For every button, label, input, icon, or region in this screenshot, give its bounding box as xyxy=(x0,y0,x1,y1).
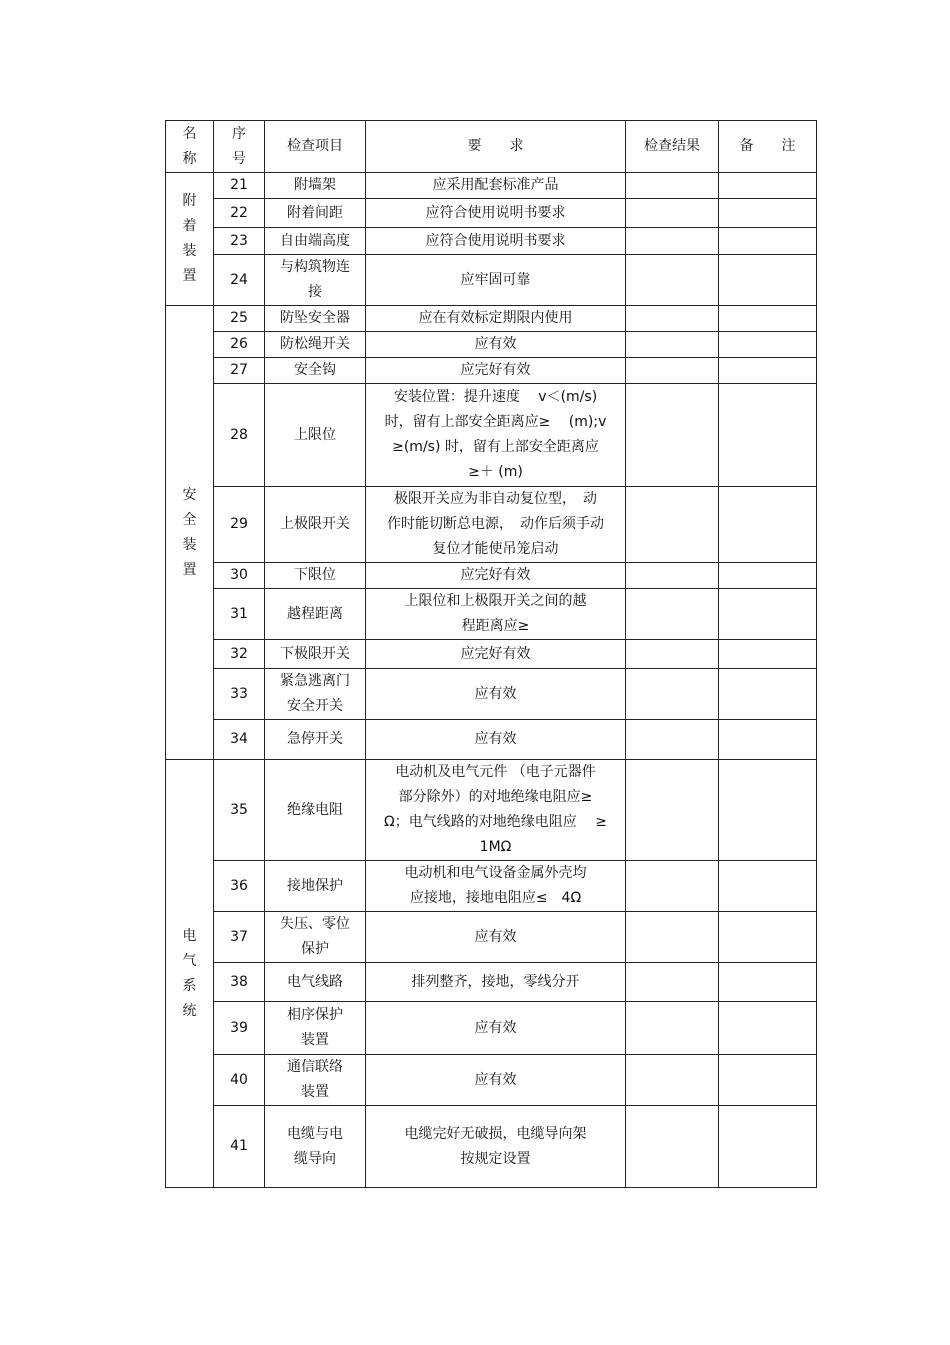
row-result-cell[interactable] xyxy=(626,1106,719,1188)
row-item: 上极限开关 xyxy=(265,487,366,563)
row-item: 自由端高度 xyxy=(265,228,366,255)
row-item: 绝缘电阻 xyxy=(265,760,366,861)
row-requirement: 电动机和电气设备金属外壳均 应接地，接地电阻应≤ 4Ω xyxy=(366,861,626,912)
row-no: 30 xyxy=(214,563,265,589)
row-requirement: 应采用配套标准产品 xyxy=(366,173,626,199)
row-requirement: 应符合使用说明书要求 xyxy=(366,228,626,255)
row-requirement: 应完好有效 xyxy=(366,640,626,669)
header-item: 检查项目 xyxy=(265,121,366,173)
row-item: 失压、零位 保护 xyxy=(265,912,366,963)
category-char: 置 xyxy=(182,268,197,284)
row-result-cell[interactable] xyxy=(626,669,719,720)
row-item: 与构筑物连 接 xyxy=(265,255,366,306)
row-remark-cell[interactable] xyxy=(719,228,817,255)
category-electric xyxy=(166,760,214,1188)
row-requirement: 应有效 xyxy=(366,720,626,760)
category-char: 附 xyxy=(182,193,197,209)
row-requirement: 极限开关应为非自动复位型， 动 作时能切断总电源， 动作后须手动 复位才能使吊笼启动 xyxy=(366,487,626,563)
row-item: 下限位 xyxy=(265,563,366,589)
table-row xyxy=(166,173,817,199)
row-no: 40 xyxy=(214,1055,265,1106)
table-row xyxy=(166,228,817,255)
row-result-cell[interactable] xyxy=(626,861,719,912)
header-name: 名 称 xyxy=(166,121,214,173)
row-no: 35 xyxy=(214,760,265,861)
table-row xyxy=(166,487,817,563)
row-remark-cell[interactable] xyxy=(719,861,817,912)
row-remark-cell[interactable] xyxy=(719,1106,817,1188)
row-item: 安全钩 xyxy=(265,358,366,384)
table-row xyxy=(166,563,817,589)
category-char: 装 xyxy=(182,243,197,259)
row-requirement: 应牢固可靠 xyxy=(366,255,626,306)
header-seq: 序 号 xyxy=(214,121,265,173)
row-item: 下极限开关 xyxy=(265,640,366,669)
row-requirement: 上限位和上极限开关之间的越 程距离应≥ xyxy=(366,589,626,640)
row-requirement: 应在有效标定期限内使用 xyxy=(366,306,626,332)
table-row xyxy=(166,255,817,306)
row-result-cell[interactable] xyxy=(626,1055,719,1106)
row-requirement: 排列整齐，接地，零线分开 xyxy=(366,963,626,1002)
row-remark-cell[interactable] xyxy=(719,306,817,332)
table-row xyxy=(166,1002,817,1055)
row-no: 34 xyxy=(214,720,265,760)
row-no: 36 xyxy=(214,861,265,912)
row-result-cell[interactable] xyxy=(626,228,719,255)
table-row xyxy=(166,332,817,358)
row-result-cell[interactable] xyxy=(626,358,719,384)
table-row xyxy=(166,358,817,384)
row-item: 防松绳开关 xyxy=(265,332,366,358)
row-remark-cell[interactable] xyxy=(719,669,817,720)
row-no: 37 xyxy=(214,912,265,963)
header-requirement: 要 求 xyxy=(366,121,626,173)
row-requirement: 电缆完好无破损，电缆导向架 按规定设置 xyxy=(366,1106,626,1188)
row-remark-cell[interactable] xyxy=(719,912,817,963)
table-row xyxy=(166,669,817,720)
row-remark-cell[interactable] xyxy=(719,173,817,199)
category-char: 装 xyxy=(182,536,197,553)
row-no: 26 xyxy=(214,332,265,358)
row-item: 接地保护 xyxy=(265,861,366,912)
row-no: 27 xyxy=(214,358,265,384)
row-result-cell[interactable] xyxy=(626,384,719,487)
category-char: 气 xyxy=(182,952,197,969)
row-item: 急停开关 xyxy=(265,720,366,760)
table-row xyxy=(166,640,817,669)
row-remark-cell[interactable] xyxy=(719,563,817,589)
row-requirement: 安装位置：提升速度 v＜(m/s) 时，留有上部安全距离应≥ (m);v ≥(m/s) 时，留有上部安全距离应 ≥＋ (m) xyxy=(366,384,626,487)
row-requirement: 应完好有效 xyxy=(366,358,626,384)
category-char: 系 xyxy=(182,977,197,994)
table-row xyxy=(166,760,817,861)
row-no: 21 xyxy=(214,173,265,199)
row-remark-cell[interactable] xyxy=(719,1002,817,1055)
row-item: 防坠安全器 xyxy=(265,306,366,332)
table-row xyxy=(166,589,817,640)
row-result-cell[interactable] xyxy=(626,1002,719,1055)
header-result: 检查结果 xyxy=(626,121,719,173)
row-no: 39 xyxy=(214,1002,265,1055)
table-row xyxy=(166,720,817,760)
row-remark-cell[interactable] xyxy=(719,760,817,861)
row-result-cell[interactable] xyxy=(626,199,719,228)
row-no: 24 xyxy=(214,255,265,306)
row-result-cell[interactable] xyxy=(626,563,719,589)
table-row xyxy=(166,912,817,963)
row-remark-cell[interactable] xyxy=(719,384,817,487)
row-result-cell[interactable] xyxy=(626,640,719,669)
row-no: 22 xyxy=(214,199,265,228)
inspection-table xyxy=(165,120,817,1188)
category-char: 电 xyxy=(182,927,197,944)
table-row xyxy=(166,1055,817,1106)
row-item: 通信联络 装置 xyxy=(265,1055,366,1106)
row-result-cell[interactable] xyxy=(626,720,719,760)
row-requirement: 应符合使用说明书要求 xyxy=(366,199,626,228)
row-item: 电气线路 xyxy=(265,963,366,1002)
row-item: 越程距离 xyxy=(265,589,366,640)
category-safety xyxy=(166,306,214,760)
row-requirement: 应有效 xyxy=(366,1002,626,1055)
row-item: 紧急逃离门 安全开关 xyxy=(265,669,366,720)
row-result-cell[interactable] xyxy=(626,306,719,332)
row-requirement: 应有效 xyxy=(366,912,626,963)
row-item: 附着间距 xyxy=(265,199,366,228)
header-row xyxy=(166,121,817,173)
category-char: 统 xyxy=(182,1002,197,1019)
row-item: 相序保护 装置 xyxy=(265,1002,366,1055)
row-result-cell[interactable] xyxy=(626,487,719,563)
table-row xyxy=(166,306,817,332)
row-no: 25 xyxy=(214,306,265,332)
row-remark-cell[interactable] xyxy=(719,589,817,640)
row-result-cell[interactable] xyxy=(626,760,719,861)
row-requirement: 电动机及电气元件 （电子元器件 部分除外）的对地绝缘电阻应≥ Ω；电气线路的对地绝缘电阻应 ≥ 1MΩ xyxy=(366,760,626,861)
row-remark-cell[interactable] xyxy=(719,199,817,228)
table-row xyxy=(166,384,817,487)
category-char: 着 xyxy=(182,218,197,234)
table-row xyxy=(166,1106,817,1188)
row-remark-cell[interactable] xyxy=(719,720,817,760)
table-row xyxy=(166,199,817,228)
row-no: 32 xyxy=(214,640,265,669)
row-requirement: 应有效 xyxy=(366,669,626,720)
row-remark-cell[interactable] xyxy=(719,487,817,563)
category-char: 安 xyxy=(182,486,197,503)
row-remark-cell[interactable] xyxy=(719,1055,817,1106)
row-remark-cell[interactable] xyxy=(719,332,817,358)
row-no: 23 xyxy=(214,228,265,255)
row-item: 附墙架 xyxy=(265,173,366,199)
row-requirement: 应有效 xyxy=(366,1055,626,1106)
row-item: 电缆与电 缆导向 xyxy=(265,1106,366,1188)
row-result-cell[interactable] xyxy=(626,332,719,358)
header-remark: 备 注 xyxy=(719,121,817,173)
table-row xyxy=(166,861,817,912)
row-no: 41 xyxy=(214,1106,265,1188)
row-no: 28 xyxy=(214,384,265,487)
row-result-cell[interactable] xyxy=(626,912,719,963)
row-result-cell[interactable] xyxy=(626,255,719,306)
row-no: 29 xyxy=(214,487,265,563)
category-attach xyxy=(166,173,214,306)
table-row xyxy=(166,963,817,1002)
row-result-cell[interactable] xyxy=(626,173,719,199)
row-no: 33 xyxy=(214,669,265,720)
row-requirement: 应有效 xyxy=(366,332,626,358)
row-requirement: 应完好有效 xyxy=(366,563,626,589)
row-remark-cell[interactable] xyxy=(719,963,817,1002)
row-remark-cell[interactable] xyxy=(719,640,817,669)
row-remark-cell[interactable] xyxy=(719,255,817,306)
row-remark-cell[interactable] xyxy=(719,358,817,384)
row-no: 31 xyxy=(214,589,265,640)
row-no: 38 xyxy=(214,963,265,1002)
row-item: 上限位 xyxy=(265,384,366,487)
category-char: 置 xyxy=(182,561,197,578)
row-result-cell[interactable] xyxy=(626,589,719,640)
row-result-cell[interactable] xyxy=(626,963,719,1002)
category-char: 全 xyxy=(182,511,197,528)
